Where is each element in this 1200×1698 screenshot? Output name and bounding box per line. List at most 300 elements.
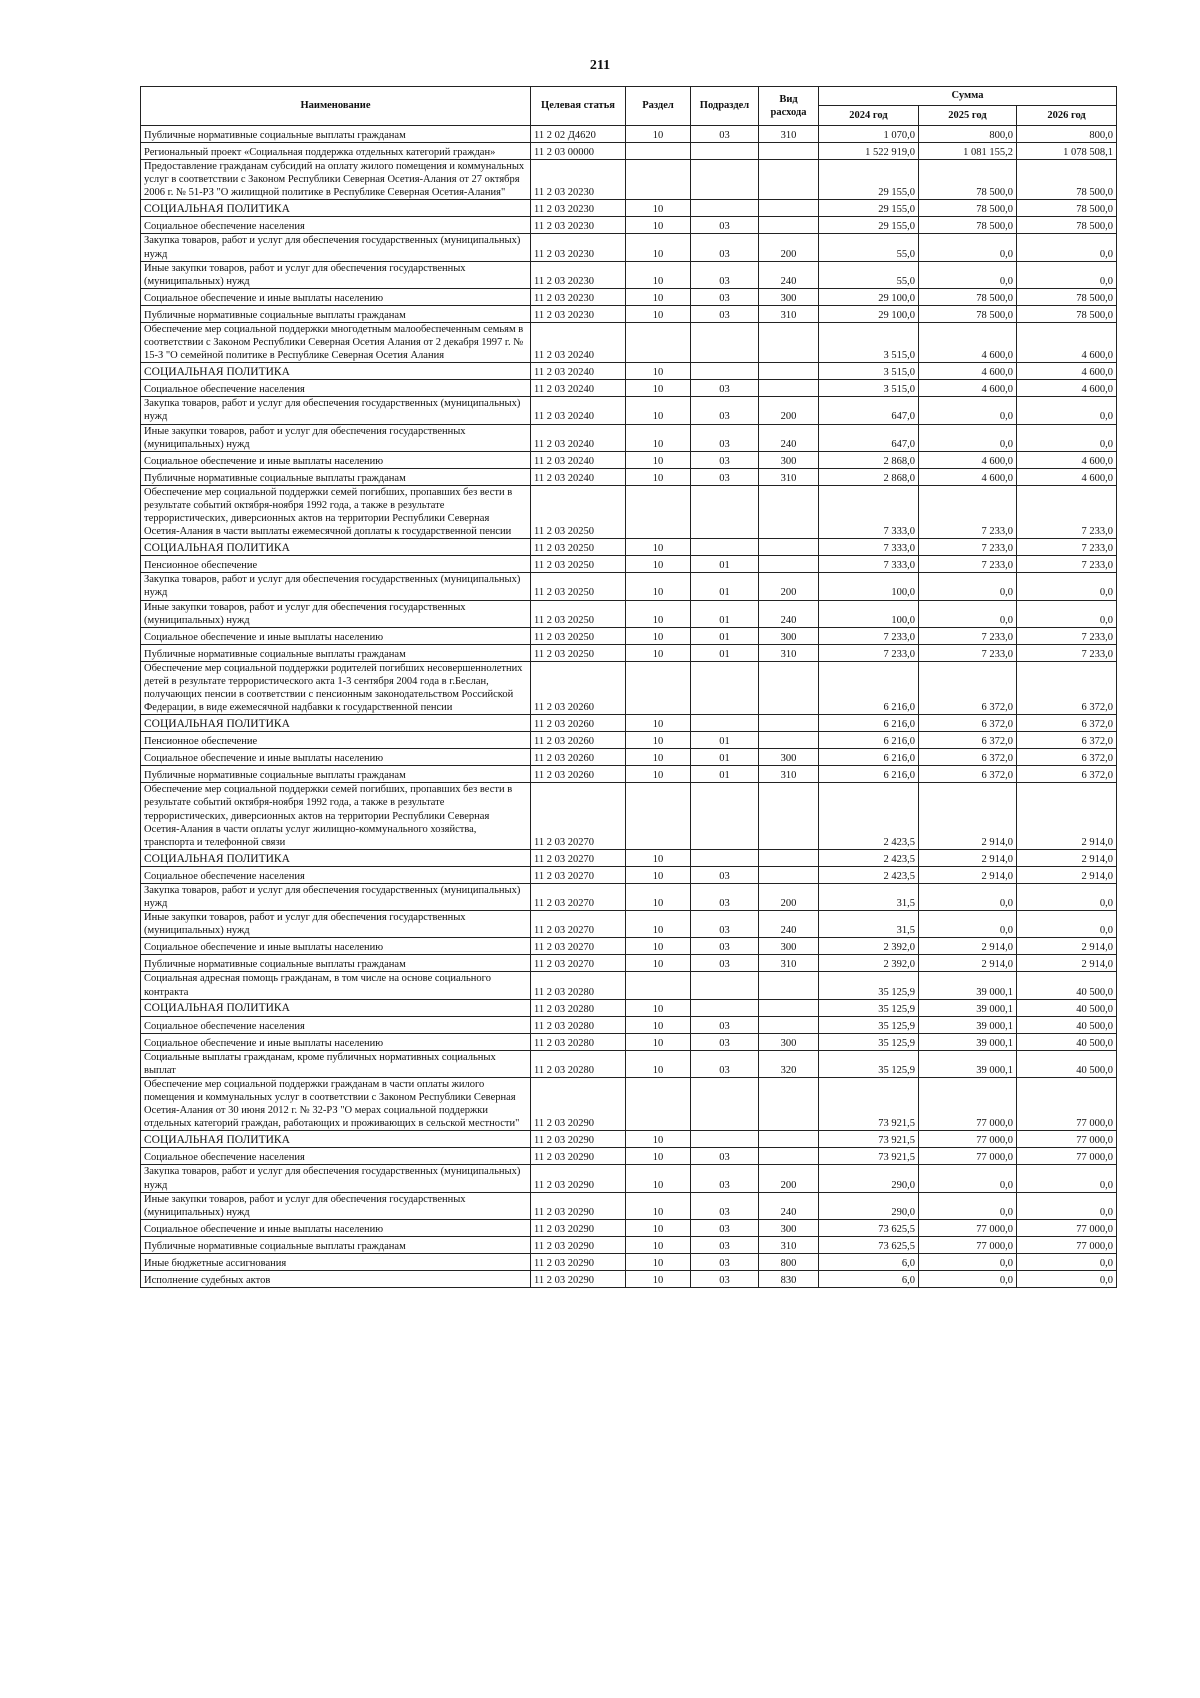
cell-subsection: 01 (691, 556, 759, 573)
cell-sum-2026: 4 600,0 (1017, 451, 1117, 468)
cell-expense-kind (759, 1148, 819, 1165)
table-row (141, 468, 1117, 485)
cell-name: Социальное обеспечение населения (141, 380, 531, 397)
cell-section: 10 (626, 1219, 691, 1236)
cell-expense-kind (759, 715, 819, 732)
cell-section (626, 160, 691, 200)
cell-section: 10 (626, 424, 691, 451)
cell-target-article: 11 2 03 20240 (531, 468, 626, 485)
cell-section: 10 (626, 539, 691, 556)
cell-sum-2025: 800,0 (919, 126, 1017, 143)
cell-section (626, 783, 691, 850)
table-row (141, 573, 1117, 600)
cell-subsection (691, 849, 759, 866)
cell-sum-2024: 29 155,0 (819, 200, 919, 217)
table-row (141, 732, 1117, 749)
cell-section: 10 (626, 866, 691, 883)
cell-target-article: 11 2 03 20250 (531, 485, 626, 539)
cell-expense-kind: 200 (759, 883, 819, 910)
cell-subsection (691, 363, 759, 380)
table-row (141, 200, 1117, 217)
cell-sum-2026: 0,0 (1017, 261, 1117, 288)
cell-expense-kind: 300 (759, 288, 819, 305)
cell-sum-2026: 6 372,0 (1017, 661, 1117, 715)
cell-expense-kind: 310 (759, 1236, 819, 1253)
cell-sum-2025: 6 372,0 (919, 749, 1017, 766)
cell-sum-2025: 7 233,0 (919, 556, 1017, 573)
cell-section: 10 (626, 1236, 691, 1253)
cell-expense-kind (759, 972, 819, 999)
cell-section: 10 (626, 715, 691, 732)
cell-sum-2025: 39 000,1 (919, 1033, 1017, 1050)
cell-sum-2025: 0,0 (919, 1270, 1017, 1287)
cell-sum-2024: 2 392,0 (819, 938, 919, 955)
cell-name: Иные закупки товаров, работ и услуг для обеспечения государственных (муниципальных) нужд (141, 1192, 531, 1219)
cell-target-article: 11 2 03 20290 (531, 1253, 626, 1270)
cell-section: 10 (626, 911, 691, 938)
cell-expense-kind (759, 322, 819, 362)
cell-sum-2024: 647,0 (819, 424, 919, 451)
cell-sum-2026: 0,0 (1017, 573, 1117, 600)
cell-sum-2025: 7 233,0 (919, 627, 1017, 644)
cell-target-article: 11 2 03 20250 (531, 556, 626, 573)
cell-expense-kind: 300 (759, 1033, 819, 1050)
cell-section (626, 485, 691, 539)
cell-target-article: 11 2 03 20290 (531, 1148, 626, 1165)
cell-subsection (691, 972, 759, 999)
header-sum: Сумма (819, 87, 1117, 106)
header-expense-kind: Вид расхода (759, 87, 819, 126)
cell-name: СОЦИАЛЬНАЯ ПОЛИТИКА (141, 715, 531, 732)
cell-subsection: 01 (691, 600, 759, 627)
cell-target-article: 11 2 03 20270 (531, 866, 626, 883)
cell-section: 10 (626, 1131, 691, 1148)
cell-target-article: 11 2 03 20270 (531, 883, 626, 910)
cell-target-article: 11 2 03 20240 (531, 397, 626, 424)
cell-section: 10 (626, 1016, 691, 1033)
header-name: Наименование (141, 87, 531, 126)
cell-expense-kind: 300 (759, 627, 819, 644)
table-row (141, 866, 1117, 883)
cell-sum-2025: 78 500,0 (919, 200, 1017, 217)
cell-subsection: 03 (691, 1148, 759, 1165)
cell-expense-kind: 320 (759, 1050, 819, 1077)
cell-section: 10 (626, 1192, 691, 1219)
cell-expense-kind: 300 (759, 938, 819, 955)
cell-sum-2026: 40 500,0 (1017, 972, 1117, 999)
cell-expense-kind: 200 (759, 573, 819, 600)
cell-expense-kind: 310 (759, 126, 819, 143)
cell-target-article: 11 2 03 20230 (531, 288, 626, 305)
cell-sum-2024: 100,0 (819, 600, 919, 627)
cell-expense-kind: 300 (759, 451, 819, 468)
cell-sum-2024: 7 333,0 (819, 539, 919, 556)
cell-sum-2026: 4 600,0 (1017, 468, 1117, 485)
cell-target-article: 11 2 03 20260 (531, 661, 626, 715)
cell-name: Социальное обеспечение и иные выплаты населению (141, 1219, 531, 1236)
cell-sum-2025: 77 000,0 (919, 1131, 1017, 1148)
cell-sum-2026: 0,0 (1017, 1253, 1117, 1270)
cell-sum-2025: 0,0 (919, 424, 1017, 451)
table-row (141, 1033, 1117, 1050)
cell-target-article: 11 2 03 20250 (531, 600, 626, 627)
cell-sum-2025: 2 914,0 (919, 866, 1017, 883)
cell-sum-2025: 6 372,0 (919, 661, 1017, 715)
cell-sum-2026: 2 914,0 (1017, 866, 1117, 883)
cell-sum-2024: 290,0 (819, 1165, 919, 1192)
cell-expense-kind: 310 (759, 644, 819, 661)
header-year-2025: 2025 год (919, 106, 1017, 126)
cell-sum-2025: 7 233,0 (919, 539, 1017, 556)
cell-name: Обеспечение мер социальной поддержки семей погибших, пропавших без вести в результате событий октября-ноября 1992 года, а также в результате террористических, диверсионных актов на территории Республики Северная Осетия-Алания в части оплаты услуг жилищно-коммунального хозяйства, транспорта и телефонной связи (141, 783, 531, 850)
table-row (141, 322, 1117, 362)
cell-target-article: 11 2 03 20290 (531, 1077, 626, 1131)
cell-name: Публичные нормативные социальные выплаты гражданам (141, 644, 531, 661)
cell-sum-2025: 2 914,0 (919, 783, 1017, 850)
cell-section: 10 (626, 126, 691, 143)
table-row (141, 424, 1117, 451)
cell-subsection (691, 200, 759, 217)
cell-section: 10 (626, 234, 691, 261)
cell-expense-kind: 200 (759, 397, 819, 424)
table-row (141, 911, 1117, 938)
cell-sum-2025: 6 372,0 (919, 715, 1017, 732)
cell-name: Социальное обеспечение и иные выплаты населению (141, 288, 531, 305)
cell-subsection: 03 (691, 1270, 759, 1287)
cell-sum-2024: 73 625,5 (819, 1219, 919, 1236)
cell-section: 10 (626, 217, 691, 234)
cell-expense-kind (759, 200, 819, 217)
cell-section: 10 (626, 556, 691, 573)
cell-target-article: 11 2 03 20240 (531, 424, 626, 451)
cell-sum-2024: 100,0 (819, 573, 919, 600)
cell-subsection: 03 (691, 1253, 759, 1270)
cell-sum-2025: 4 600,0 (919, 468, 1017, 485)
cell-section: 10 (626, 849, 691, 866)
cell-target-article: 11 2 03 20270 (531, 955, 626, 972)
cell-section: 10 (626, 600, 691, 627)
cell-section (626, 1077, 691, 1131)
header-year-2026: 2026 год (1017, 106, 1117, 126)
table-row (141, 1253, 1117, 1270)
cell-sum-2025: 1 081 155,2 (919, 143, 1017, 160)
cell-expense-kind: 240 (759, 261, 819, 288)
cell-subsection: 03 (691, 424, 759, 451)
cell-sum-2024: 35 125,9 (819, 1016, 919, 1033)
table-row (141, 539, 1117, 556)
cell-sum-2025: 2 914,0 (919, 938, 1017, 955)
cell-sum-2026: 78 500,0 (1017, 288, 1117, 305)
cell-target-article: 11 2 02 Д4620 (531, 126, 626, 143)
cell-sum-2025: 7 233,0 (919, 485, 1017, 539)
cell-target-article: 11 2 03 20260 (531, 732, 626, 749)
cell-section: 10 (626, 200, 691, 217)
table-row (141, 380, 1117, 397)
cell-sum-2026: 0,0 (1017, 397, 1117, 424)
table-row (141, 749, 1117, 766)
cell-expense-kind (759, 999, 819, 1016)
cell-subsection: 03 (691, 911, 759, 938)
cell-subsection (691, 999, 759, 1016)
cell-expense-kind: 310 (759, 468, 819, 485)
cell-sum-2026: 7 233,0 (1017, 627, 1117, 644)
cell-sum-2025: 0,0 (919, 911, 1017, 938)
cell-sum-2025: 4 600,0 (919, 322, 1017, 362)
cell-sum-2025: 0,0 (919, 883, 1017, 910)
cell-sum-2025: 0,0 (919, 1253, 1017, 1270)
cell-target-article: 11 2 03 20290 (531, 1165, 626, 1192)
cell-subsection: 03 (691, 397, 759, 424)
cell-section (626, 661, 691, 715)
cell-expense-kind (759, 160, 819, 200)
table-row (141, 1016, 1117, 1033)
cell-name: Публичные нормативные социальные выплаты гражданам (141, 468, 531, 485)
cell-subsection: 03 (691, 1016, 759, 1033)
cell-section: 10 (626, 261, 691, 288)
table-row (141, 1219, 1117, 1236)
cell-name: Иные закупки товаров, работ и услуг для обеспечения государственных (муниципальных) нужд (141, 261, 531, 288)
cell-sum-2025: 0,0 (919, 1192, 1017, 1219)
cell-section: 10 (626, 363, 691, 380)
cell-name: Пенсионное обеспечение (141, 556, 531, 573)
budget-table (140, 86, 1117, 1288)
cell-name: Публичные нормативные социальные выплаты гражданам (141, 955, 531, 972)
cell-expense-kind (759, 485, 819, 539)
cell-sum-2024: 73 921,5 (819, 1077, 919, 1131)
cell-name: СОЦИАЛЬНАЯ ПОЛИТИКА (141, 200, 531, 217)
cell-sum-2024: 73 921,5 (819, 1148, 919, 1165)
cell-sum-2025: 78 500,0 (919, 217, 1017, 234)
cell-name: Обеспечение мер социальной поддержки гражданам в части оплаты жилого помещения и коммунальных услуг в соответствии с Законом Республики Северная Осетия-Алания от 30 июня 2012 г. № 32-РЗ "О мерах социальной поддержки отдельных категорий граждан, работающих и проживающих в сельской местности" (141, 1077, 531, 1131)
cell-sum-2025: 4 600,0 (919, 451, 1017, 468)
cell-sum-2024: 35 125,9 (819, 972, 919, 999)
cell-target-article: 11 2 03 20230 (531, 234, 626, 261)
cell-target-article: 11 2 03 20270 (531, 849, 626, 866)
cell-expense-kind: 240 (759, 600, 819, 627)
cell-section: 10 (626, 1253, 691, 1270)
cell-sum-2024: 55,0 (819, 234, 919, 261)
cell-sum-2026: 2 914,0 (1017, 783, 1117, 850)
cell-sum-2024: 1 070,0 (819, 126, 919, 143)
cell-subsection: 03 (691, 938, 759, 955)
cell-expense-kind: 200 (759, 234, 819, 261)
cell-sum-2025: 39 000,1 (919, 1016, 1017, 1033)
cell-expense-kind: 800 (759, 1253, 819, 1270)
cell-subsection: 03 (691, 126, 759, 143)
cell-name: СОЦИАЛЬНАЯ ПОЛИТИКА (141, 999, 531, 1016)
cell-subsection: 03 (691, 1050, 759, 1077)
cell-sum-2025: 39 000,1 (919, 972, 1017, 999)
cell-sum-2024: 3 515,0 (819, 322, 919, 362)
cell-sum-2024: 3 515,0 (819, 380, 919, 397)
table-row (141, 1050, 1117, 1077)
cell-name: Закупка товаров, работ и услуг для обеспечения государственных (муниципальных) нужд (141, 234, 531, 261)
cell-expense-kind (759, 1016, 819, 1033)
cell-target-article: 11 2 03 20230 (531, 305, 626, 322)
page-number: 211 (589, 58, 611, 73)
cell-sum-2026: 0,0 (1017, 911, 1117, 938)
cell-target-article: 11 2 03 20240 (531, 380, 626, 397)
cell-sum-2024: 6,0 (819, 1253, 919, 1270)
cell-subsection: 03 (691, 468, 759, 485)
cell-sum-2026: 0,0 (1017, 1192, 1117, 1219)
cell-name: Закупка товаров, работ и услуг для обеспечения государственных (муниципальных) нужд (141, 1165, 531, 1192)
cell-sum-2026: 7 233,0 (1017, 644, 1117, 661)
cell-target-article: 11 2 03 20260 (531, 766, 626, 783)
table-row (141, 126, 1117, 143)
cell-name: Закупка товаров, работ и услуг для обеспечения государственных (муниципальных) нужд (141, 397, 531, 424)
table-row (141, 363, 1117, 380)
cell-subsection: 01 (691, 749, 759, 766)
cell-target-article: 11 2 03 20240 (531, 322, 626, 362)
cell-sum-2025: 77 000,0 (919, 1148, 1017, 1165)
header-subsection: Подраздел (691, 87, 759, 126)
cell-sum-2026: 800,0 (1017, 126, 1117, 143)
cell-sum-2024: 2 423,5 (819, 783, 919, 850)
cell-sum-2024: 73 921,5 (819, 1131, 919, 1148)
cell-name: Социальное обеспечение и иные выплаты населению (141, 1033, 531, 1050)
cell-sum-2026: 7 233,0 (1017, 485, 1117, 539)
cell-subsection (691, 783, 759, 850)
cell-target-article: 11 2 03 20250 (531, 644, 626, 661)
table-row (141, 1131, 1117, 1148)
cell-name: Обеспечение мер социальной поддержки семей погибших, пропавших без вести в результате событий октября-ноября 1992 года, а также в результате террористических, диверсионных актов на территории Республики Северная Осетия-Алания в части выплаты ежемесячной доплаты к государственной пенсии (141, 485, 531, 539)
cell-expense-kind (759, 539, 819, 556)
table-body (141, 126, 1117, 1288)
table-row (141, 1192, 1117, 1219)
cell-name: Социальное обеспечение и иные выплаты населению (141, 451, 531, 468)
table-row (141, 1236, 1117, 1253)
table-row (141, 972, 1117, 999)
cell-target-article: 11 2 03 20290 (531, 1131, 626, 1148)
cell-section (626, 143, 691, 160)
cell-sum-2025: 77 000,0 (919, 1236, 1017, 1253)
cell-target-article: 11 2 03 20250 (531, 573, 626, 600)
cell-subsection (691, 1077, 759, 1131)
table-row (141, 143, 1117, 160)
cell-expense-kind: 300 (759, 1219, 819, 1236)
cell-section: 10 (626, 380, 691, 397)
cell-sum-2026: 40 500,0 (1017, 1016, 1117, 1033)
cell-sum-2026: 77 000,0 (1017, 1219, 1117, 1236)
cell-sum-2026: 6 372,0 (1017, 715, 1117, 732)
cell-section: 10 (626, 468, 691, 485)
table-row (141, 627, 1117, 644)
table-row (141, 661, 1117, 715)
cell-section: 10 (626, 1050, 691, 1077)
cell-sum-2026: 0,0 (1017, 234, 1117, 261)
cell-sum-2026: 2 914,0 (1017, 938, 1117, 955)
cell-expense-kind (759, 1131, 819, 1148)
table-row (141, 955, 1117, 972)
cell-section: 10 (626, 999, 691, 1016)
cell-subsection (691, 485, 759, 539)
cell-sum-2024: 1 522 919,0 (819, 143, 919, 160)
cell-sum-2024: 2 423,5 (819, 849, 919, 866)
cell-name: Иные закупки товаров, работ и услуг для обеспечения государственных (муниципальных) нужд (141, 424, 531, 451)
cell-sum-2026: 40 500,0 (1017, 999, 1117, 1016)
cell-target-article: 11 2 03 20260 (531, 749, 626, 766)
cell-sum-2024: 29 155,0 (819, 160, 919, 200)
cell-sum-2025: 7 233,0 (919, 644, 1017, 661)
cell-name: Закупка товаров, работ и услуг для обеспечения государственных (муниципальных) нужд (141, 573, 531, 600)
cell-subsection: 01 (691, 573, 759, 600)
cell-sum-2026: 2 914,0 (1017, 849, 1117, 866)
cell-name: Социальные выплаты гражданам, кроме публичных нормативных социальных выплат (141, 1050, 531, 1077)
cell-subsection: 03 (691, 1192, 759, 1219)
cell-section: 10 (626, 749, 691, 766)
table-header (141, 87, 1117, 126)
cell-target-article: 11 2 03 20290 (531, 1219, 626, 1236)
cell-sum-2024: 35 125,9 (819, 1033, 919, 1050)
cell-target-article: 11 2 03 20250 (531, 539, 626, 556)
cell-sum-2024: 31,5 (819, 883, 919, 910)
cell-section: 10 (626, 1033, 691, 1050)
table-row (141, 715, 1117, 732)
cell-sum-2026: 78 500,0 (1017, 305, 1117, 322)
cell-sum-2026: 0,0 (1017, 600, 1117, 627)
cell-sum-2026: 2 914,0 (1017, 955, 1117, 972)
cell-section: 10 (626, 288, 691, 305)
cell-section: 10 (626, 766, 691, 783)
table-row (141, 999, 1117, 1016)
cell-name: СОЦИАЛЬНАЯ ПОЛИТИКА (141, 1131, 531, 1148)
header-year-2024: 2024 год (819, 106, 919, 126)
cell-sum-2026: 4 600,0 (1017, 363, 1117, 380)
cell-sum-2026: 6 372,0 (1017, 732, 1117, 749)
cell-expense-kind (759, 732, 819, 749)
cell-subsection: 01 (691, 644, 759, 661)
cell-section: 10 (626, 305, 691, 322)
cell-sum-2025: 6 372,0 (919, 766, 1017, 783)
cell-sum-2024: 29 100,0 (819, 288, 919, 305)
table-row (141, 783, 1117, 850)
cell-expense-kind (759, 661, 819, 715)
cell-subsection (691, 539, 759, 556)
cell-sum-2025: 77 000,0 (919, 1077, 1017, 1131)
cell-sum-2026: 77 000,0 (1017, 1236, 1117, 1253)
cell-sum-2024: 7 233,0 (819, 644, 919, 661)
cell-sum-2025: 0,0 (919, 397, 1017, 424)
cell-target-article: 11 2 03 20260 (531, 715, 626, 732)
cell-expense-kind (759, 866, 819, 883)
cell-name: Обеспечение мер социальной поддержки родителей погибших несовершеннолетних детей в результате террористического акта 1-3 сентября 2004 года в г.Беслан, получающих пенсии в соответствии с пенсионным законодательством Российской Федерации, в виде ежемесячной надбавки к государственной пенсии (141, 661, 531, 715)
cell-name: Иные закупки товаров, работ и услуг для обеспечения государственных (муниципальных) нужд (141, 600, 531, 627)
cell-target-article: 11 2 03 20270 (531, 911, 626, 938)
cell-expense-kind (759, 363, 819, 380)
cell-sum-2024: 35 125,9 (819, 999, 919, 1016)
cell-target-article: 11 2 03 20290 (531, 1236, 626, 1253)
cell-section: 10 (626, 955, 691, 972)
cell-sum-2026: 0,0 (1017, 1270, 1117, 1287)
table-row (141, 1270, 1117, 1287)
cell-sum-2024: 7 333,0 (819, 485, 919, 539)
table-row (141, 644, 1117, 661)
cell-name: СОЦИАЛЬНАЯ ПОЛИТИКА (141, 539, 531, 556)
cell-sum-2025: 4 600,0 (919, 380, 1017, 397)
cell-target-article: 11 2 03 20230 (531, 217, 626, 234)
cell-subsection: 03 (691, 261, 759, 288)
cell-name: Иные бюджетные ассигнования (141, 1253, 531, 1270)
cell-sum-2024: 35 125,9 (819, 1050, 919, 1077)
cell-sum-2024: 6 216,0 (819, 661, 919, 715)
cell-sum-2025: 2 914,0 (919, 849, 1017, 866)
cell-target-article: 11 2 03 00000 (531, 143, 626, 160)
cell-section: 10 (626, 732, 691, 749)
cell-target-article: 11 2 03 20230 (531, 160, 626, 200)
cell-sum-2025: 0,0 (919, 261, 1017, 288)
cell-sum-2025: 78 500,0 (919, 305, 1017, 322)
